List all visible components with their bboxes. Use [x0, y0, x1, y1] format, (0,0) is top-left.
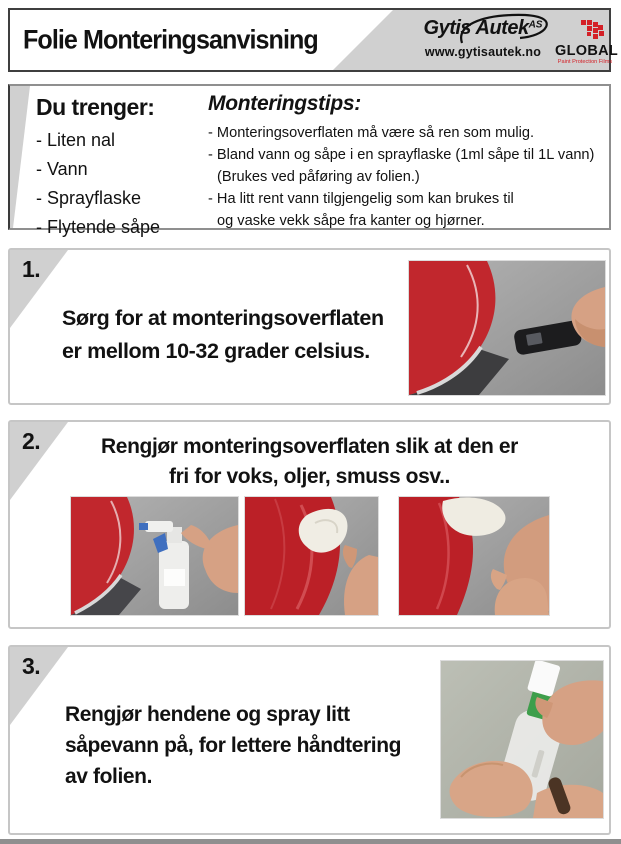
thermometer-on-car-photo [408, 260, 606, 396]
step-instruction [10, 432, 609, 492]
requirements-title: Du trenger: [36, 94, 155, 120]
tip-line: (Brukes ved påføring av folien.) [217, 169, 420, 185]
tip-line: - Monteringsoverflaten må være så ren som mulig. [208, 125, 535, 141]
step-text-line: Rengjør hendene og spray litt [65, 703, 350, 726]
step-text-line: fri for voks, oljer, smuss osv.. [169, 465, 450, 488]
brand-website: www.gytisautek.no [424, 45, 542, 59]
requirements-column [36, 94, 206, 242]
requirement-item: - Flytende såpe [36, 217, 161, 237]
page-title: Folie Monteringsanvisning [23, 24, 318, 55]
brand-name-suffix: AS [528, 19, 543, 31]
step-text-line: er mellom 10-32 grader celsius. [62, 339, 370, 363]
tips-column [208, 92, 606, 232]
tips-title: Monteringstips: [208, 92, 361, 115]
global-logo [555, 20, 619, 65]
brand-name [418, 17, 548, 47]
step-number: 2. [22, 428, 41, 454]
step-panel-1 [8, 248, 611, 405]
requirement-item: - Vann [36, 159, 88, 179]
step-instruction [62, 302, 384, 368]
step-text-line: Sørg for at monteringsoverflaten [62, 306, 384, 330]
header-panel [8, 8, 619, 72]
requirement-item: - Liten nal [36, 130, 116, 150]
global-name: GLOBAL [555, 43, 619, 59]
page-bottom-divider [0, 839, 621, 844]
step-instruction [65, 699, 401, 792]
brand-logo [418, 17, 548, 59]
step-number: 1. [22, 256, 41, 282]
global-tagline: Paint Protection Films [557, 58, 613, 65]
step-panel-2 [8, 420, 611, 629]
wiping-fender-photo [244, 496, 379, 616]
global-mosaic-icon [563, 20, 607, 40]
step-panel-3 [8, 645, 611, 835]
step-text-line: Rengjør monteringsoverflaten slik at den er [101, 435, 518, 458]
brand-name-part1: Gytis [423, 17, 472, 39]
step-text-line: såpevann på, for lettere håndtering [65, 734, 402, 757]
brand-name-part2: Autek [475, 17, 529, 39]
requirements-panel [8, 84, 611, 237]
tip-line: - Ha litt rent vann tilgjengelig som kan brukes til [208, 191, 514, 207]
step-number: 3. [22, 653, 41, 679]
requirements-gray-wedge [10, 86, 36, 228]
spray-on-palm-photo [440, 660, 604, 819]
spray-bottle-on-car-photo [70, 496, 239, 616]
tip-line: og vaske vekk såpe fra kanter og hjørner. [217, 213, 485, 229]
step-text-line: av folien. [65, 765, 153, 788]
wiping-fender-edge-photo [398, 496, 550, 616]
tip-line: - Bland vann og såpe i en sprayflaske (1ml såpe til 1L vann) [208, 147, 595, 163]
requirement-item: - Sprayflaske [36, 188, 142, 208]
